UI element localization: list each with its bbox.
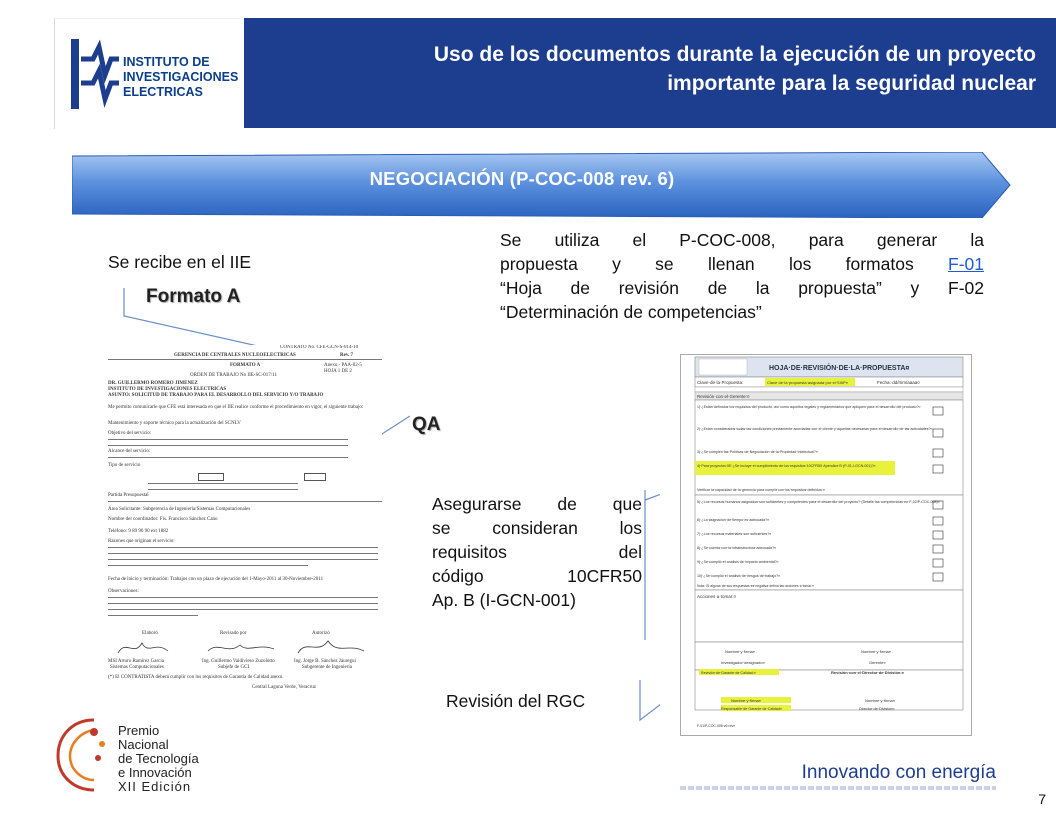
doc-text: CONTRATO No. CFE-GCN-S-014-10 [280,345,359,350]
doc-text: Ing. Guillermo Valdivieso Zuzolotto [202,659,275,664]
doc-text: ASUNTO: SOLICITUD DE TRABAJO PARA EL DESARROLLO DEL SERVICIO Y/O TRABAJO [108,393,324,398]
hoja-clave: Clave·de·la·Propuesta: [697,380,744,385]
doc-text: HOJA 1 DE 2 [324,369,352,374]
paragraph-line: “Determinación de competencias” [500,302,762,322]
doc-text: Partida Presupuestal [108,493,149,498]
doc-text: Autorizó [312,631,330,636]
iie-logo [54,18,241,129]
hoja-q10: 10)·¿Se·cumplió·el·análisis·de·riesgos·de·trabajo?¤ [697,574,781,578]
doc-text: Teléfono: 9 89 90 90 ext 1882 [108,529,169,534]
hoja-q7: 7)·¿Los·recursos·materiales·son·suficientes?¤ [697,532,772,536]
doc-text: MSI Arturo Ramírez García [108,659,164,664]
hoja-q4: 4)·Para·proyectos·IIE·¿Se·incluye·el·cumplimiento·de·los·requisitos·10CFR50·Apéndice·B·(P-01-I-GCN-001)?¤ [697,464,876,468]
footer-tagline: Innovando con energía [801,762,996,783]
callout-line: Ap. B (I-GCN-001) [432,590,576,610]
premio-line: Premio [118,723,160,738]
hoja-director: Director·de·División¤ [859,707,895,711]
qa-label: QA [412,414,441,435]
hoja-rev-garante: Revisión·de·Garante·de·Calidad:¤ [701,671,756,675]
hoja-revision-document [680,354,972,736]
banner-title: NEGOCIACIÓN (P-COC-008 rev. 6) [369,168,675,189]
doc-text: FORMATO A [230,363,261,368]
title-line: Uso de los documentos durante la ejecución de un proyecto [433,43,1036,66]
page-number: 7 [1038,791,1046,807]
hoja-nota: Nota:·Si·alguna·de·sus·respuestas·es·negativa·defina·las·acciones·a·tomar.¤ [697,584,815,588]
usage-paragraph [500,228,984,324]
hoja-q9: 9)·¿Se·cumplió·el·análisis·de·impacto·ambiental?¤ [697,560,779,564]
doc-text: Nombre del coordinador: Fis. Francisco Sánchez Cano [108,517,218,522]
iie-logo-mark-icon [71,39,119,109]
hoja-verif: Verificar·la·capacidad·de·la·gerencia·para·cumplir·con·los·requisitos·definidos:¤ [697,488,825,492]
formato-a-document [108,345,382,693]
doc-text: Razones que originan el servicio: [108,539,175,544]
hoja-resp-garante: Responsable·de·Garante·de·Calidad¤ [721,707,782,711]
hoja-revision-form [681,355,971,735]
doc-text: Anexo.- PAA-02-5 [324,363,362,368]
doc-text: DR. GUILLERMO ROMERO JIMENEZ [108,381,198,386]
doc-text: Elaboró [142,631,158,636]
doc-text: Sistemas Computacionales [110,665,164,670]
title-bar [244,18,1056,128]
paragraph-line [500,252,984,276]
hoja-nombre-firma: Nombre·y·firma¤ [725,649,756,654]
hoja-nombre-firma-4: Nombre·y·firma¤ [865,698,896,703]
doc-text: Me permito comunicarle que CFE está interesada en que el IIE realice conforme el procedimiento en vigor, el siguiente trabajo: [108,405,364,410]
hoja-q2: 2)·¿Están·considerados·todas·las·condiciones·previamente·acordadas·con·el·cliente·y·aquellas·necesarias·para·el·desarrollo·de·las·actividades?¤ [697,427,933,431]
footer-divider [680,786,996,790]
paragraph-line-text: propuesta y se llenan los formatos [500,254,914,274]
doc-text: INSTITUTO DE INVESTIGACIONES ELECTRICAS [108,387,227,392]
hoja-q5: 5)·¿Los·recursos·humanos·asignados·son·suficientes·y·competentes·para·el·desarrollo·del·proyecto?·(Detalle·las·competencias·en·F-02/P-COC-008)¤ [697,500,940,504]
callout-line: Asegurarse de que [432,494,642,514]
received-text: Se recibe en el IIE [108,252,251,272]
doc-text: Tipo de servicio [108,463,141,468]
premio-text [118,724,199,794]
paragraph-line: “Hoja de revisión de la propuesta” y F-02 [500,278,984,298]
premio-line: Nacional [118,737,169,752]
doc-text: ORDEN DE TRABAJO No IIE-SC-017/11 [190,373,277,378]
doc-text: Subjefe de GCI [218,665,250,670]
page-title [276,40,1036,98]
callout-line: se consideran los [432,518,642,538]
doc-text: Central Laguna Verde, Veracruz [252,685,316,690]
callout-line: código 10CFR50 [432,566,642,586]
hoja-nombre-firma-2: Nombre·y·firma¤ [861,649,892,654]
doc-text: Subgerente de Ingeniería [302,665,352,670]
logo-line: INSTITUTO DE [123,55,210,69]
formato-a-label: Formato A [146,286,241,307]
doc-text: (*) El CONTRATISTA deberá cumplir con los requisitos de Garantía de Calidad anexo. [108,675,284,680]
hoja-clave-val: Clave·de·la·propuesta·asignada·por·el·SIIIP¤ [767,380,848,385]
doc-text: GERENCIA DE CENTRALES NUCLEOELECTRICAS [174,353,296,358]
hoja-rev-gerente: Revisión·con·el·Gerente:¤ [697,394,750,399]
doc-text: Observaciones: [108,589,139,594]
doc-text: Mantenimiento y soporte técnico para la actualización del SCNLV [108,421,241,426]
signatures-icon [108,637,382,661]
paragraph-line: Se utiliza el P-COC-008, para generar la [500,230,984,250]
hoja-rev-director: Revisión·con·el·Director·de·División:¤ [831,670,904,675]
hoja-gerente: Gerente¤ [869,660,886,665]
doc-text: Revisado por [220,631,247,636]
hoja-investigador: Investigador·designado¤ [721,660,765,665]
logo-line: INVESTIGACIONES [123,70,239,84]
doc-text: Objetivo del servicio: [108,431,152,436]
doc-text: Fecha de inicio y terminación: Trabajos con un plazo de ejecución del 1-Mayo-2011 al 30-Noviembre-2011 [108,577,324,582]
doc-text: Alcance del servicio: [108,449,151,454]
doc-text: Área Solicitante: Subgerencia de Ingeniería/Sistemas Computacionales [108,507,251,512]
title-line: importante para la seguridad nuclear [667,72,1036,95]
hoja-fecha: Fecha:·dd/mm/aaaa¤ [877,380,920,385]
logo-line: ELECTRICAS [123,85,203,99]
rgc-label: Revisión del RGC [446,691,586,711]
premio-line: XII Edición [118,779,192,794]
premio-line: e Innovación [118,765,192,780]
doc-text: Ing. Jorge B. Sánchez Jáuregui [294,659,356,664]
premio-logo-icon [54,714,118,792]
hoja-q6: 6)·¿La·asignación·de·tiempo·es·adecuada?¤ [697,518,770,522]
f01-link[interactable]: F-01 [948,254,984,274]
hoja-title: HOJA·DE·REVISIÓN·DE·LA·PROPUESTA¤ [769,365,910,372]
hoja-q8: 8)·¿Se·cuenta·con·la·infraestructura·adecuada?¤ [697,546,777,550]
logo-text [123,55,238,100]
hoja-q3: 3)·¿Se·cumplen·las·Políticas·de·Negociación·de·la·Propiedad·Intelectual?¤ [697,450,818,454]
callout-line: requisitos del [432,542,642,562]
hoja-q1: 1)·¿Están·definidos·los·requisitos·del·producto,·así·como·aquellos·legales·y·reglamentarios·que·apliquen·para·el·desarrollo·del·producto?¤ [697,405,921,409]
hoja-footer: F-01/P-COC-008·v6·rev¤ [697,724,736,728]
premio-line: de Tecnología [118,751,199,766]
callout-text [432,492,642,612]
doc-text: Rev. 7 [340,353,354,358]
hoja-nombre-firma-3: Nombre·y·firma¤ [731,698,762,703]
hoja-acciones: Acciones·a·tomar:¤ [697,594,737,599]
